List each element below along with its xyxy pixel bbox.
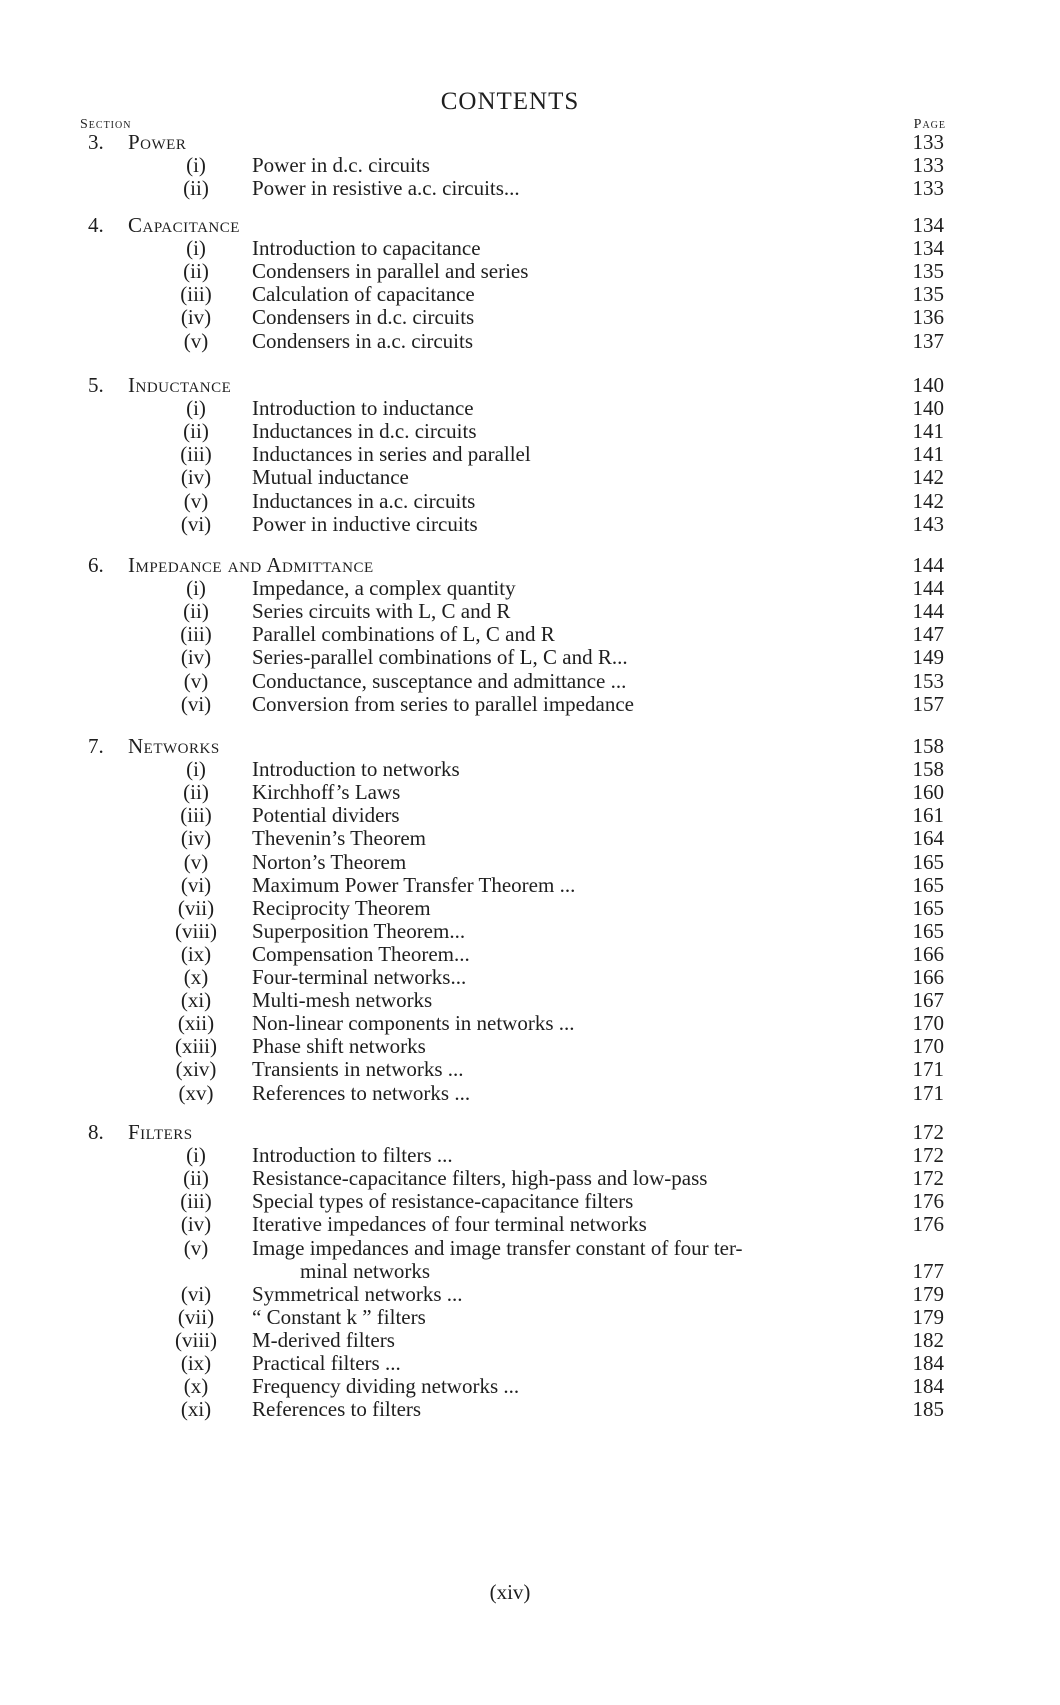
entry-title: Compensation Theorem... — [252, 941, 470, 966]
toc-entry — [0, 442, 1060, 467]
section-title: Inductance — [128, 373, 232, 397]
entry-page-number: 171 — [912, 1080, 944, 1105]
entry-title: M-derived filters — [252, 1327, 395, 1352]
section-number: 3. — [88, 130, 104, 154]
entry-title-continuation: minal networks — [300, 1258, 431, 1283]
entry-page-number: 165 — [912, 849, 944, 874]
toc-entry — [0, 236, 1060, 261]
toc-entry — [0, 850, 1060, 875]
entry-page-number: 133 — [912, 153, 944, 178]
entry-title: Thevenin’s Theorem — [252, 826, 426, 851]
entry-roman-numeral: (viii) — [175, 1327, 217, 1352]
entry-roman-numeral: (vi) — [180, 511, 212, 536]
entry-title: “ Constant k ” filters — [252, 1304, 426, 1329]
entry-page-number: 136 — [912, 305, 944, 330]
toc-entry — [0, 176, 1060, 201]
entry-title: Series circuits with L, C and R — [252, 599, 511, 624]
toc-entry — [0, 919, 1060, 944]
entry-roman-numeral: (vii) — [177, 1304, 215, 1329]
entry-page-number: 153 — [912, 668, 944, 693]
entry-title: Resistance-capacitance filters, high-pass and low-pass — [252, 1166, 708, 1191]
toc-entry — [0, 1374, 1060, 1399]
toc-entry — [0, 780, 1060, 805]
entry-title: Reciprocity Theorem — [252, 895, 431, 920]
entry-page-number: 142 — [912, 488, 944, 513]
section-title: Impedance and Admittance — [128, 553, 374, 577]
entry-title: Power in d.c. circuits — [252, 153, 430, 178]
entry-roman-numeral: (vii) — [177, 895, 215, 920]
toc-entry — [0, 1305, 1060, 1330]
toc-entry — [0, 1081, 1060, 1106]
toc-entry — [0, 576, 1060, 601]
section-page-number: 158 — [912, 734, 944, 758]
toc-entry — [0, 153, 1060, 178]
toc-entry — [0, 259, 1060, 284]
section-title: Networks — [128, 734, 220, 758]
entry-page-number: 179 — [912, 1281, 944, 1306]
entry-page-number: 170 — [912, 1011, 944, 1036]
toc-entry — [0, 1143, 1060, 1168]
entry-page-number: 182 — [912, 1327, 944, 1352]
entry-page-number: 160 — [912, 780, 944, 805]
entry-page-number: 166 — [912, 941, 944, 966]
entry-roman-numeral: (i) — [186, 576, 206, 601]
section-title: Filters — [128, 1120, 193, 1144]
entry-roman-numeral: (v) — [183, 488, 209, 513]
section-heading — [0, 553, 1060, 578]
entry-roman-numeral: (vi) — [180, 691, 212, 716]
entry-page-number: 165 — [912, 895, 944, 920]
entry-title: Introduction to filters ... — [252, 1143, 453, 1168]
entry-title: Iterative impedances of four terminal networks — [252, 1212, 647, 1237]
entry-page-number: 167 — [912, 988, 944, 1013]
toc-entry — [0, 1034, 1060, 1059]
toc-entry — [0, 826, 1060, 851]
toc-entry — [0, 1011, 1060, 1036]
entry-title: Special types of resistance-capacitance filters — [252, 1189, 634, 1214]
entry-page-number: 170 — [912, 1034, 944, 1059]
toc-entry — [0, 329, 1060, 354]
toc-entry — [0, 692, 1060, 717]
entry-title: Parallel combinations of L, C and R — [252, 622, 555, 647]
toc-entry — [0, 873, 1060, 898]
toc-entry — [0, 669, 1060, 694]
toc-entry-continuation — [0, 1259, 1060, 1284]
toc-entry — [0, 1212, 1060, 1237]
entry-page-number: 134 — [912, 236, 944, 261]
entry-title: Conversion from series to parallel impedance — [252, 691, 634, 716]
entry-roman-numeral: (xiv) — [175, 1057, 217, 1082]
entry-title: Calculation of capacitance — [252, 282, 475, 307]
entry-roman-numeral: (iv) — [180, 826, 212, 851]
entry-title: References to filters — [252, 1397, 422, 1422]
entry-roman-numeral: (iv) — [180, 305, 212, 330]
section-number: 4. — [88, 213, 104, 237]
entry-title: Transients in networks ... — [252, 1057, 464, 1082]
section-number: 8. — [88, 1120, 104, 1144]
entry-page-number: 179 — [912, 1304, 944, 1329]
entry-page-number: 147 — [912, 622, 944, 647]
toc-entry — [0, 419, 1060, 444]
entry-title: Series-parallel combinations of L, C and R... — [252, 645, 628, 670]
toc-entry — [0, 396, 1060, 421]
toc-entry — [0, 1189, 1060, 1214]
toc-entry — [0, 1328, 1060, 1353]
entry-page-number: 143 — [912, 511, 944, 536]
entry-page-number: 185 — [912, 1397, 944, 1422]
entry-title: Power in resistive a.c. circuits... — [252, 176, 520, 201]
toc-entry — [0, 988, 1060, 1013]
entry-roman-numeral: (ix) — [180, 1351, 212, 1375]
section-title: Power — [128, 130, 187, 154]
entry-roman-numeral: (v) — [183, 668, 209, 693]
toc-entry — [0, 512, 1060, 537]
entry-page-number: 149 — [912, 645, 944, 670]
entry-page-number: 171 — [912, 1057, 944, 1082]
section-page-number: 133 — [912, 130, 944, 154]
toc-entry — [0, 1166, 1060, 1191]
toc-entry — [0, 622, 1060, 647]
section-heading — [0, 1120, 1060, 1145]
toc-entry — [0, 465, 1060, 490]
entry-title: Symmetrical networks ... — [252, 1281, 463, 1306]
entry-roman-numeral: (ii) — [183, 780, 209, 805]
toc-entry — [0, 1236, 1060, 1261]
entry-roman-numeral: (ii) — [183, 259, 209, 284]
entry-page-number: 164 — [912, 826, 944, 851]
entry-roman-numeral: (iv) — [180, 645, 212, 670]
entry-title: Maximum Power Transfer Theorem ... — [252, 872, 576, 897]
entry-page-number: 176 — [912, 1212, 944, 1237]
entry-roman-numeral: (i) — [186, 153, 206, 178]
entry-roman-numeral: (viii) — [175, 918, 217, 943]
section-page-number: 144 — [912, 553, 944, 577]
entry-title: Condensers in d.c. circuits — [252, 305, 475, 330]
entry-page-number: 141 — [912, 442, 944, 467]
entry-title: Impedance, a complex quantity — [252, 576, 516, 601]
entry-roman-numeral: (x) — [183, 1374, 209, 1399]
section-page-number: 134 — [912, 213, 944, 237]
toc-entry — [0, 965, 1060, 990]
entry-page-number: 144 — [912, 599, 944, 624]
entry-roman-numeral: (iv) — [180, 465, 212, 490]
toc-entry — [0, 1351, 1060, 1376]
entry-roman-numeral: (iv) — [180, 1212, 212, 1237]
page-column-header: Page — [913, 117, 946, 132]
entry-page-number: 137 — [912, 328, 944, 353]
entry-page-number: 142 — [912, 465, 944, 490]
toc-entry — [0, 942, 1060, 967]
page-title: CONTENTS — [440, 88, 580, 115]
entry-title: References to networks ... — [252, 1080, 471, 1105]
entry-roman-numeral: (i) — [186, 757, 206, 782]
section-heading — [0, 130, 1060, 155]
section-heading — [0, 734, 1060, 759]
entry-roman-numeral: (iii) — [180, 803, 212, 828]
entry-title: Mutual inductance — [252, 465, 409, 490]
section-page-number: 140 — [912, 373, 944, 397]
entry-roman-numeral: (v) — [183, 1235, 209, 1260]
toc-entry — [0, 305, 1060, 330]
entry-roman-numeral: (xi) — [180, 1397, 212, 1422]
entry-roman-numeral: (ii) — [183, 1166, 209, 1191]
section-number: 6. — [88, 553, 104, 577]
entry-roman-numeral: (iii) — [180, 442, 212, 467]
entry-title: Norton’s Theorem — [252, 849, 407, 874]
entry-page-number: 165 — [912, 872, 944, 897]
entry-page-number: 184 — [912, 1351, 944, 1375]
entry-roman-numeral: (ii) — [183, 176, 209, 201]
toc-entry — [0, 803, 1060, 828]
entry-roman-numeral: (ix) — [180, 941, 212, 966]
entry-page-number: 144 — [912, 576, 944, 601]
entry-page-number: 141 — [912, 419, 944, 444]
entry-roman-numeral: (iii) — [180, 282, 212, 307]
entry-roman-numeral: (vi) — [180, 1281, 212, 1306]
section-number: 7. — [88, 734, 104, 758]
entry-page-number: 158 — [912, 757, 944, 782]
entry-page-number: 177 — [912, 1258, 944, 1283]
entry-page-number: 157 — [912, 691, 944, 716]
entry-roman-numeral: (ii) — [183, 419, 209, 444]
entry-roman-numeral: (iii) — [180, 1189, 212, 1214]
entry-page-number: 176 — [912, 1189, 944, 1214]
entry-roman-numeral: (iii) — [180, 622, 212, 647]
section-title: Capacitance — [128, 213, 240, 237]
section-heading — [0, 373, 1060, 398]
entry-title: Potential dividers — [252, 803, 400, 828]
entry-page-number: 172 — [912, 1166, 944, 1191]
toc-entry — [0, 489, 1060, 514]
entry-title: Phase shift networks — [252, 1034, 426, 1059]
toc-entry — [0, 1282, 1060, 1307]
entry-roman-numeral: (v) — [183, 328, 209, 353]
page-folio: (xiv) — [489, 1580, 531, 1604]
entry-title: Kirchhoff’s Laws — [252, 780, 401, 805]
entry-title: Power in inductive circuits — [252, 511, 478, 536]
toc-entry — [0, 896, 1060, 921]
entry-roman-numeral: (v) — [183, 849, 209, 874]
entry-title: Inductances in a.c. circuits — [252, 488, 476, 513]
entry-title: Introduction to capacitance — [252, 236, 481, 261]
entry-roman-numeral: (i) — [186, 396, 206, 421]
entry-title: Image impedances and image transfer constant of four ter- — [252, 1235, 743, 1260]
toc-entry — [0, 1397, 1060, 1422]
entry-page-number: 172 — [912, 1143, 944, 1168]
entry-roman-numeral: (xii) — [177, 1011, 215, 1036]
entry-title: Conductance, susceptance and admittance ... — [252, 668, 627, 693]
toc-entry — [0, 1057, 1060, 1082]
entry-roman-numeral: (vi) — [180, 872, 212, 897]
entry-title: Introduction to networks — [252, 757, 460, 782]
entry-title: Superposition Theorem... — [252, 918, 466, 943]
entry-roman-numeral: (xi) — [180, 988, 212, 1013]
entry-page-number: 184 — [912, 1374, 944, 1399]
entry-title: Condensers in a.c. circuits — [252, 328, 474, 353]
entry-roman-numeral: (x) — [183, 965, 209, 989]
entry-page-number: 166 — [912, 965, 944, 989]
entry-title: Introduction to inductance — [252, 396, 474, 421]
toc-entry — [0, 282, 1060, 307]
entry-title: Four-terminal networks... — [252, 965, 467, 989]
toc-entry — [0, 599, 1060, 624]
entry-page-number: 165 — [912, 918, 944, 943]
entry-title: Condensers in parallel and series — [252, 259, 529, 284]
entry-title: Frequency dividing networks ... — [252, 1374, 520, 1399]
entry-page-number: 133 — [912, 176, 944, 201]
entry-page-number: 161 — [912, 803, 944, 828]
toc-entry — [0, 645, 1060, 670]
entry-roman-numeral: (xv) — [178, 1080, 214, 1105]
entry-title: Multi-mesh networks — [252, 988, 433, 1013]
entry-page-number: 135 — [912, 282, 944, 307]
entry-title: Inductances in series and parallel — [252, 442, 531, 467]
entry-title: Practical filters ... — [252, 1351, 401, 1375]
entry-roman-numeral: (i) — [186, 236, 206, 261]
entry-roman-numeral: (xiii) — [175, 1034, 217, 1059]
toc-entry — [0, 757, 1060, 782]
entry-page-number: 135 — [912, 259, 944, 284]
entry-roman-numeral: (i) — [186, 1143, 206, 1168]
section-heading — [0, 213, 1060, 238]
section-page-number: 172 — [912, 1120, 944, 1144]
section-number: 5. — [88, 373, 104, 397]
entry-page-number: 140 — [912, 396, 944, 421]
entry-title: Inductances in d.c. circuits — [252, 419, 477, 444]
entry-roman-numeral: (ii) — [183, 599, 209, 624]
section-column-header: Section — [80, 117, 132, 132]
entry-title: Non-linear components in networks ... — [252, 1011, 575, 1036]
